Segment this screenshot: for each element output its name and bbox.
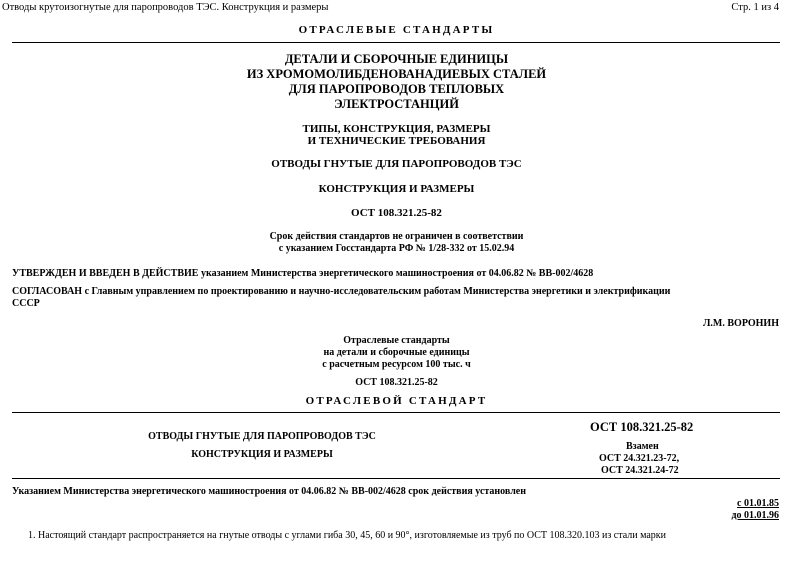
table-left-subtitle: КОНСТРУКЦИЯ И РАЗМЕРЫ (191, 449, 333, 460)
agreement-lead: СОГЛАСОВАН (12, 286, 83, 297)
construction-title: КОНСТРУКЦИЯ И РАЗМЕРЫ (318, 183, 475, 195)
standards-note-line: на детали и сборочные единицы (323, 347, 470, 358)
date-to: до 01.01.96 (731, 510, 779, 521)
table-top-border (12, 412, 780, 413)
subtitle-line: И ТЕХНИЧЕСКИЕ ТРЕБОВАНИЯ (307, 135, 486, 147)
industry-standard-heading: ОТРАСЛЕВОЙ СТАНДАРТ (305, 395, 488, 407)
table-bottom-border (12, 478, 780, 479)
standards-note-line: с расчетным ресурсом 100 тыс. ч (322, 359, 471, 370)
table-left-title: ОТВОДЫ ГНУТЫЕ ДЛЯ ПАРОПРОВОДОВ ТЭС (148, 431, 376, 442)
decree-statement: Указанием Министерства энергетического машиностроения от 04.06.82 № ВВ-002/4628 срок действия установлен (12, 486, 527, 497)
main-title-line: ДЕТАЛИ И СБОРОЧНЫЕ ЕДИНИЦЫ (284, 52, 509, 66)
page-indicator: Стр. 1 из 4 (731, 2, 779, 13)
main-title-line: ЭЛЕКТРОСТАНЦИЙ (334, 97, 459, 111)
document-title: Отводы крутоизогнутые для паропроводов ТЭС. Конструкция и размеры (2, 2, 329, 13)
agreement-text: с Главным управлением по проектированию и научно-исследовательским работам Министерства энергетики и электрификации (82, 286, 671, 297)
agreement-statement (12, 286, 670, 297)
replaces-label: Взамен (626, 441, 659, 452)
table-ost-code: ОСТ 108.321.25-82 (590, 420, 694, 434)
main-title-line: ИЗ ХРОМОМОЛИБДЕНОВАНАДИЕВЫХ СТАЛЕЙ (246, 67, 547, 81)
top-divider (12, 42, 780, 43)
main-title-line: ДЛЯ ПАРОПРОВОДОВ ТЕПЛОВЫХ (288, 82, 505, 96)
standards-note-line: Отраслевые стандарты (343, 335, 450, 346)
paragraph-1: 1. Настоящий стандарт распространяется на гнутые отводы с углами гиба 30, 45, 60 и 90°, изготовляемые из труб по ОСТ 108.320.103 из стали марки (28, 530, 667, 541)
subtitle-line: ТИПЫ, КОНСТРУКЦИЯ, РАЗМЕРЫ (302, 123, 491, 135)
approval-text: указанием Министерства энергетического машиностроения от 04.06.82 № ВВ-002/4628 (198, 268, 594, 279)
ost-code-middle: ОСТ 108.321.25-82 (355, 377, 438, 388)
replaces-standard: ОСТ 24.321.24-72 (601, 465, 679, 476)
agreement-text-cont: СССР (12, 298, 40, 309)
ost-code: ОСТ 108.321.25-82 (351, 207, 442, 219)
approval-statement (12, 268, 593, 279)
validity-line: Срок действия стандартов не ограничен в соответствии (269, 231, 524, 242)
replaces-standard: ОСТ 24.321.23-72, (599, 453, 680, 464)
bends-title: ОТВОДЫ ГНУТЫЕ ДЛЯ ПАРОПРОВОДОВ ТЭС (271, 158, 522, 170)
validity-line: с указанием Госстандарта РФ № 1/28-332 от 15.02.94 (278, 243, 515, 254)
industry-standards-heading: ОТРАСЛЕВЫЕ СТАНДАРТЫ (298, 24, 495, 36)
approval-lead: УТВЕРЖДЕН И ВВЕДЕН В ДЕЙСТВИЕ (12, 268, 199, 279)
date-from: с 01.01.85 (737, 498, 779, 509)
signatory: Л.М. ВОРОНИН (702, 318, 779, 329)
